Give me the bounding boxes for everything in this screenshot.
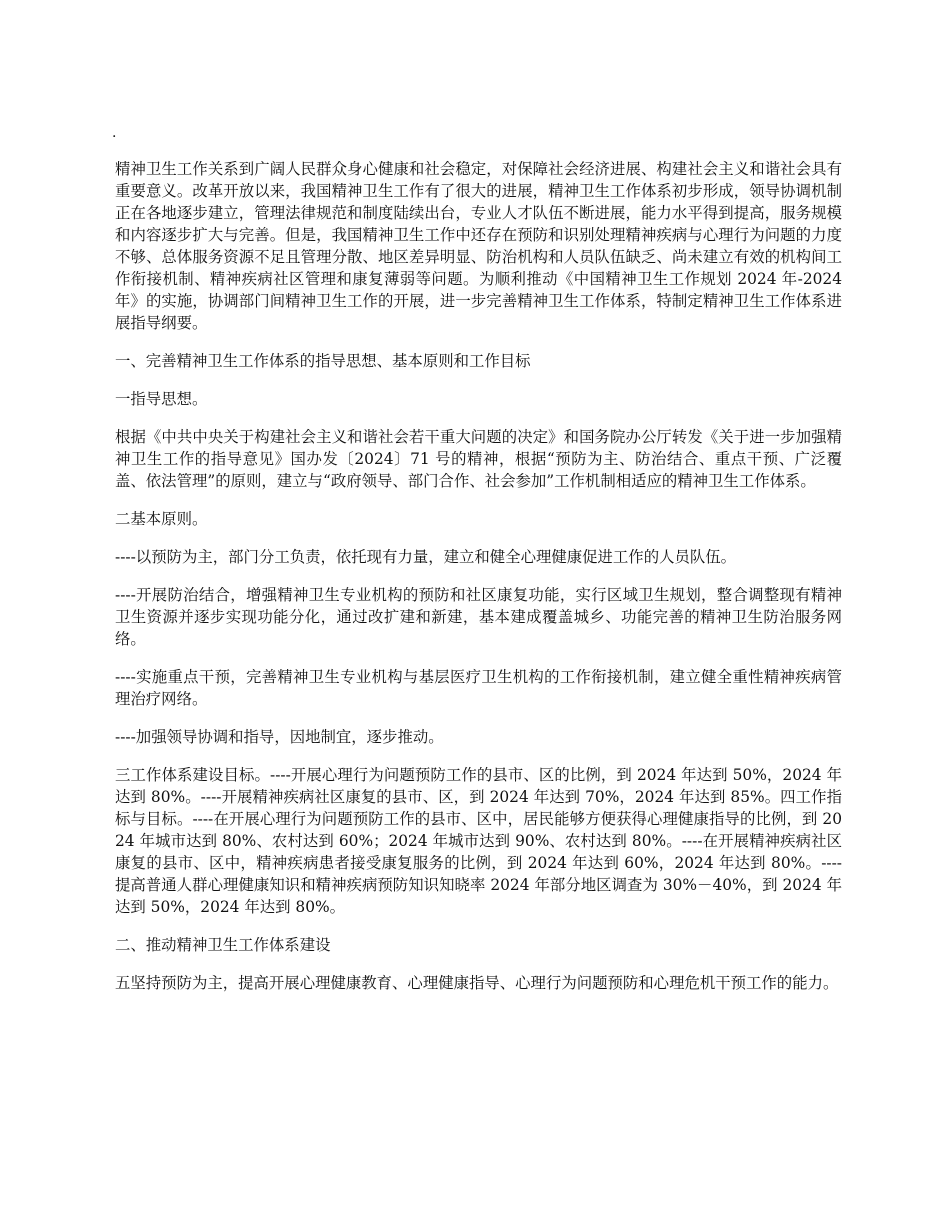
subheading-guiding-ideology: 一指导思想。 [115, 390, 208, 408]
section-heading-2: 二、推动精神卫生工作体系建设 [115, 936, 331, 954]
principle-item-3: ----实施重点干预，完善精神卫生专业机构与基层医疗卫生机构的工作衔接机制，建立健全重性精神疾病管理治疗网络。 [115, 668, 842, 708]
section-heading-1: 一、完善精神卫生工作体系的指导思想、基本原则和工作目标 [115, 352, 531, 370]
guiding-ideology-paragraph: 根据《中共中央关于构建社会主义和谐社会若干重大问题的决定》和国务院办公厅转发《关于进一步加强精神卫生工作的指导意见》国办发〔2024〕71 号的精神，根据“预防为主、防治结合、重点干预、广泛覆盖、依法管理”的原则，建立与“政府领导、部门合作、社会参加”工作机制相适应的精神卫生工作体系。 [115, 428, 842, 490]
principle-item-1: ----以预防为主，部门分工负责，依托现有力量，建立和健全心理健康促进工作的人员队伍。 [115, 548, 737, 566]
principle-item-4: ----加强领导协调和指导，因地制宜，逐步推动。 [115, 728, 444, 746]
page-marker: · [112, 129, 117, 145]
subheading-basic-principles: 二基本原则。 [115, 510, 208, 528]
prevention-paragraph: 五坚持预防为主，提高开展心理健康教育、心理健康指导、心理行为问题预防和心理危机干预工作的能力。 [115, 974, 839, 992]
document-body [115, 158, 842, 1010]
principle-item-2: ----开展防治结合，增强精神卫生专业机构的预防和社区康复功能，实行区域卫生规划，整合调整现有精神卫生资源并逐步实现功能分化，通过改扩建和新建，基本建成覆盖城乡、功能完善的精神卫生防治服务网络。 [115, 586, 842, 648]
intro-paragraph: 精神卫生工作关系到广阔人民群众身心健康和社会稳定，对保障社会经济进展、构建社会主义和谐社会具有重要意义。改革开放以来，我国精神卫生工作有了很大的进展，精神卫生工作体系初步形成，领导协调机制正在各地逐步建立，管理法律规范和制度陆续出台，专业人才队伍不断进展，能力水平得到提高，服务规模和内容逐步扩大与完善。但是，我国精神卫生工作中还存在预防和识别处理精神疾病与心理行为问题的力度不够、总体服务资源不足且管理分散、地区差异明显、防治机构和人员队伍缺乏、尚未建立有效的机构间工作衔接机制、精神疾病社区管理和康复薄弱等问题。为顺利推动《中国精神卫生工作规划 2024 年-2024 年》的实施，协调部门间精神卫生工作的开展，进一步完善精神卫生工作体系，特制定精神卫生工作体系进展指导纲要。 [115, 160, 842, 332]
targets-paragraph: 三工作体系建设目标。----开展心理行为问题预防工作的县市、区的比例，到 2024 年达到 50%，2024 年达到 80%。----开展精神疾病社区康复的县市、区，到 2024 年达到 70%，2024 年达到 85%。四工作指标与目标。----在开展心理行为问题预防工作的县市、区中，居民能够方便获得心理健康指导的比例，到 2024 年城市达到 80%、农村达到 60%；2024 年城市达到 90%、农村达到 80%。----在开展精神疾病社区康复的县市、区中，精神疾病患者接受康复服务的比例，到 2024 年达到 60%，2024 年达到 80%。----提高普通人群心理健康知识和精神疾病预防知识知晓率 2024 年部分地区调查为 30%－40%，到 2024 年达到 50%，2024 年达到 80%。 [115, 766, 842, 916]
